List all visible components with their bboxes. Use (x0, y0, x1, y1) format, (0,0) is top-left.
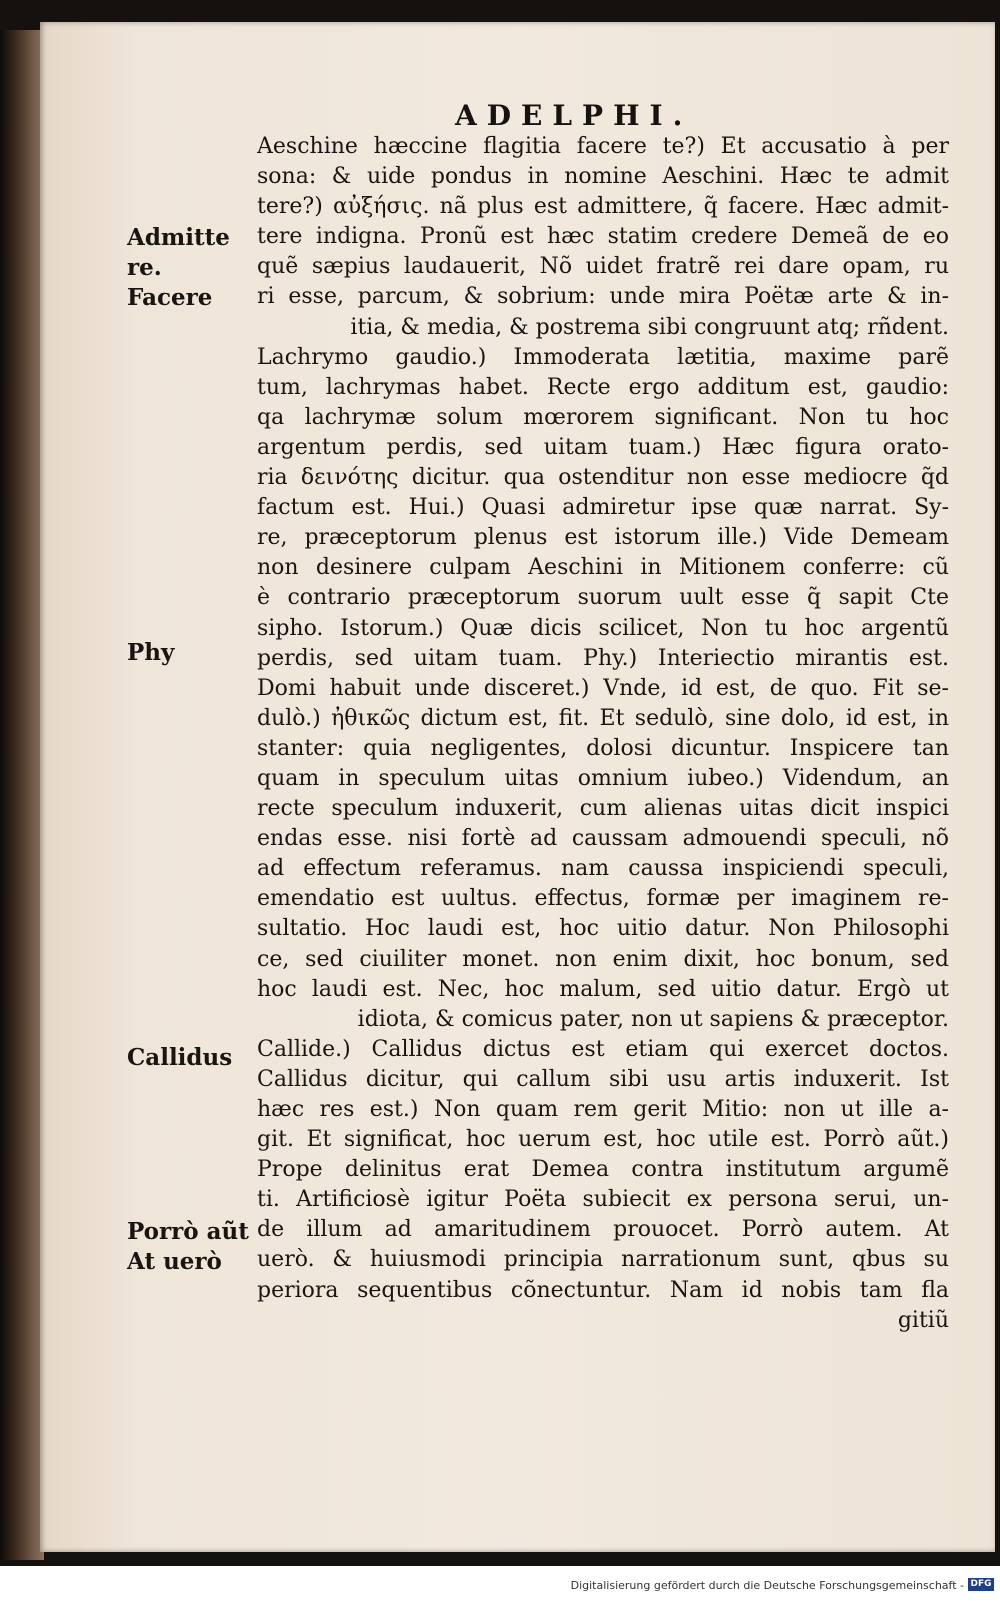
text-line: itia, & media, & postrema sibi congruunt atq; rñdent. (350, 314, 949, 340)
text-line: hæc res est.) Non quam rem gerit Mitio: non ut ille a- (257, 1097, 949, 1122)
text-line: ria δεινότης dicitur. qua ostenditur non esse mediocre q̃d (257, 465, 949, 491)
text-line: Callidus dicitur, qui callum sibi usu artis induxerit. Ist (257, 1066, 949, 1092)
text-line: Lachrymo gaudio.) Immoderata lætitia, maxime parẽ (257, 344, 949, 370)
text-line: quẽ sæpius laudauerit, Nõ uidet fratrẽ rei dare opam, ru (257, 254, 949, 280)
text-line: ri esse, parcum, & sobrium: unde mira Poëtæ arte & in- (257, 284, 949, 310)
text-line: emendatio est uultus. effectus, formæ per imaginem re- (257, 886, 949, 912)
commentary-text-block (257, 132, 949, 1336)
text-line: re, præceptorum plenus est istorum ille.) Vide Demeam (257, 525, 949, 551)
marginal-note-re: re. (127, 254, 162, 281)
text-line: qa lachrymæ solum mœrorem significant. Non tu hoc (257, 404, 949, 430)
dfg-logo: DFG (968, 1578, 994, 1591)
text-line: git. Et significat, hoc uerum est, hoc utile est. Porrò aũt.) (257, 1127, 949, 1153)
text-line: endas esse. nisi fortè ad caussam admouendi speculi, nõ (257, 826, 949, 852)
book-spine-edge (0, 30, 44, 1560)
catchword: gitiũ (897, 1307, 949, 1333)
text-line: idiota, & comicus pater, non ut sapiens & præceptor. (357, 1006, 949, 1032)
text-line: non desinere culpam Aeschini in Mitionem conferre: cũ (257, 555, 949, 581)
text-line: ad effectum referamus. nam caussa inspiciendi speculi, (257, 856, 949, 882)
text-line: ce, sed ciuiliter monet. non enim dixit, hoc bonum, sed (257, 946, 949, 972)
marginal-note-porro-autem: Porrò aũt (127, 1218, 249, 1245)
text-line: hoc laudi est. Nec, hoc malum, sed uitio datur. Ergò ut (257, 976, 949, 1002)
marginal-note-admittere: Admitte (127, 224, 230, 251)
text-line: sipho. Istorum.) Quæ dicis scilicet, Non tu hoc argentũ (257, 615, 949, 641)
text-line: tere?) αὐξήσις. nã plus est admittere, q̃ facere. Hæc admit- (257, 194, 949, 220)
funding-notice: Digitalisierung gefördert durch die Deutsche Forschungsgemeinschaft - (570, 1579, 964, 1592)
text-line: stanter: quia negligentes, dolosi dicuntur. Inspicere tan (257, 735, 949, 761)
text-line: argentum perdis, sed uitam tuam.) Hæc figura orato- (257, 434, 949, 460)
text-line: de illum ad amaritudinem prouocet. Porrò autem. At (257, 1217, 949, 1243)
text-line: sultatio. Hoc laudi est, hoc uitio datur. Non Philosophi (257, 916, 949, 942)
text-line: recte speculum induxerit, cum alienas uitas dicit inspici (257, 796, 949, 822)
marginal-note-at-vero: At uerò (127, 1248, 222, 1275)
text-line: Callide.) Callidus dictus est etiam qui exercet doctos. (257, 1036, 949, 1062)
marginal-note-phy: Phy (127, 639, 175, 666)
text-line: è contrario præceptorum suorum uult esse q̃ sapit Cte (257, 585, 949, 611)
marginal-note-callidus: Callidus (127, 1044, 233, 1071)
text-line: ti. Artificiosè igitur Poëta subiecit ex persona serui, un- (257, 1187, 949, 1213)
text-line: dulò.) ἠθικῶς dictum est, fit. Et sedulò, sine dolo, id est, in (257, 705, 949, 731)
text-line: quam in speculum uitas omnium iubeo.) Videndum, an (257, 765, 949, 791)
marginal-note-facere: Facere (127, 284, 213, 311)
text-line: factum est. Hui.) Quasi admiretur ipse quæ narrat. Sy- (257, 495, 949, 521)
text-line: Aeschine hæccine flagitia facere te?) Et accusatio à per (257, 134, 949, 159)
text-line: Prope delinitus erat Demea contra institutum argumẽ (257, 1157, 949, 1183)
text-line: tum, lachrymas habet. Recte ergo additum est, gaudio: (257, 374, 949, 400)
text-line: sona: & uide pondus in nomine Aeschini. Hæc te admit (257, 164, 949, 190)
text-line: Domi habuit unde disceret.) Vnde, id est, de quo. Fit se- (257, 675, 949, 701)
text-line: tere indigna. Pronũ est hæc statim credere Demeã de eo (257, 224, 949, 250)
text-line: uerò. & huiusmodi principia narrationum sunt, qbus su (257, 1247, 949, 1273)
running-head: ADELPHI. (455, 99, 693, 132)
text-line: periora sequentibus cõnectuntur. Nam id nobis tam fla (257, 1277, 949, 1303)
text-line: perdis, sed uitam tuam. Phy.) Interiectio mirantis est. (257, 645, 949, 671)
